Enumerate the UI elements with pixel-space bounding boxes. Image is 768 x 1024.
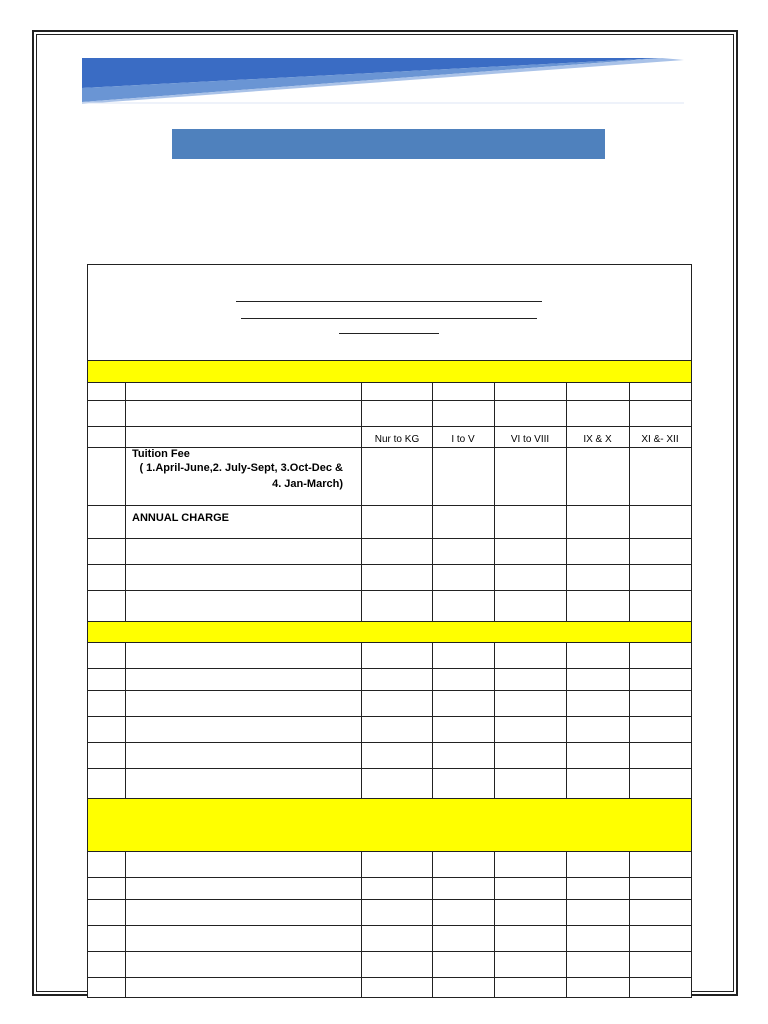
table-column-line [566, 642, 567, 798]
table-column-line [432, 642, 433, 798]
table-column-line [629, 382, 630, 621]
table-row-line [88, 716, 691, 717]
table-column-line [566, 382, 567, 621]
table-column-line [361, 642, 362, 798]
table-row-line [88, 426, 691, 427]
table-row-line [88, 668, 691, 669]
table-row-line [88, 951, 691, 952]
table-column-line [629, 642, 630, 798]
table-row-line [88, 899, 691, 900]
table-row-line [88, 798, 691, 799]
table-row-line [88, 382, 691, 383]
table-row-line [88, 505, 691, 506]
table-row-line [88, 742, 691, 743]
annual-charge-label: ANNUAL CHARGE [132, 512, 229, 524]
table-row-line [88, 877, 691, 878]
col-header-nur-kg: Nur to KG [374, 434, 420, 445]
table-row-line [88, 621, 691, 622]
col-header-ix-x: IX & X [583, 434, 612, 445]
table-column-line [361, 851, 362, 997]
table-row-line [88, 977, 691, 978]
table-column-line [361, 382, 362, 621]
table-column-line [494, 642, 495, 798]
tuition-fee-note: ( 1.April-June,2. July-Sept, 3.Oct-Dec & 4. Jan-March) [139, 462, 343, 490]
table-column-line [432, 851, 433, 997]
col-header-xi-xii: XI &- XII [641, 434, 679, 445]
table-row-line [88, 642, 691, 643]
section-band-2 [88, 621, 691, 642]
title-bar [172, 129, 605, 159]
table-column-line [125, 382, 126, 621]
table-row-line [88, 360, 691, 361]
title-underline-2 [241, 318, 537, 319]
title-underline-1 [236, 301, 542, 302]
table-column-line [566, 851, 567, 997]
table-row-line [88, 400, 691, 401]
table-column-line [494, 851, 495, 997]
table-row-line [88, 768, 691, 769]
table-column-line [494, 382, 495, 621]
table-column-line [629, 851, 630, 997]
table-row-line [88, 925, 691, 926]
header-banner-graphic [82, 58, 684, 104]
table-row-line [88, 564, 691, 565]
table-row-line [88, 851, 691, 852]
table-column-line [125, 851, 126, 997]
table-row-line [88, 590, 691, 591]
table-row-line [88, 538, 691, 539]
table-row-line [88, 690, 691, 691]
section-band-1 [88, 360, 691, 382]
section-band-3 [88, 798, 691, 851]
title-underline-3 [339, 333, 439, 334]
table-column-line [125, 642, 126, 798]
col-header-i-v: I to V [451, 434, 475, 445]
tuition-fee-label: Tuition Fee [132, 448, 190, 460]
col-header-vi-viii: VI to VIII [510, 434, 550, 445]
table-column-line [432, 382, 433, 621]
